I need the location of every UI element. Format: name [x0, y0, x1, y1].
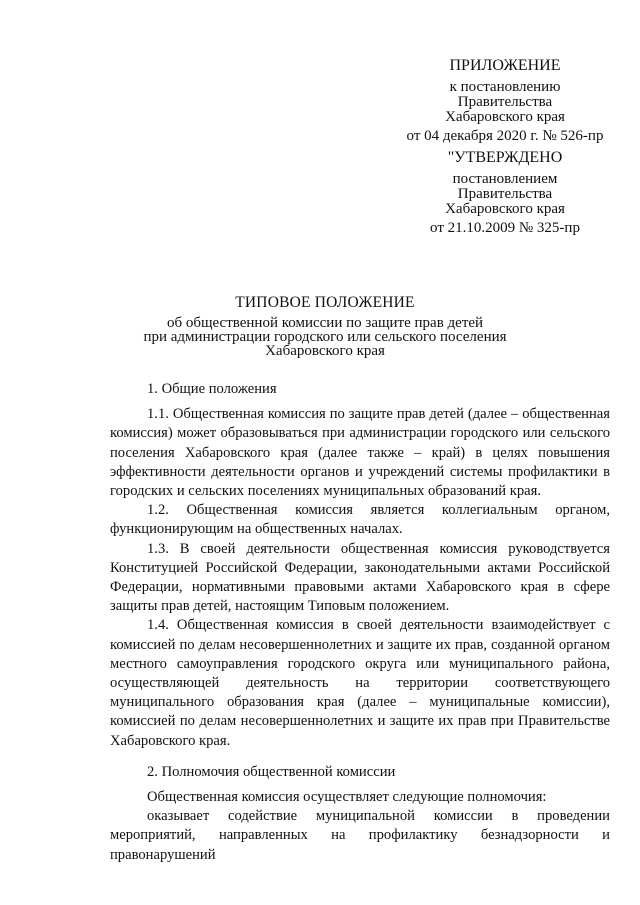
approved-line: Хабаровского края	[445, 201, 565, 217]
section-heading: 1. Общие положения	[147, 381, 277, 397]
appendix-line: Хабаровского края	[445, 109, 565, 125]
document-subtitle-line: при администрации городского или сельского поселения	[143, 329, 507, 345]
paragraph: оказывает содействие муниципальной комиссии в проведении мероприятий, направленных на профилактику безнадзорности и правонарушений	[110, 808, 610, 863]
document-subtitle-line: Хабаровского края	[265, 343, 385, 359]
approved-line: постановлением	[452, 171, 558, 187]
appendix-block	[400, 58, 610, 144]
appendix-title: ПРИЛОЖЕНИЕ	[449, 57, 561, 74]
paragraph: Общественная комиссия осуществляет следующие полномочия:	[147, 789, 547, 806]
appendix-line: к постановлению	[449, 79, 561, 95]
document-subtitle-line: об общественной комиссии по защите прав детей	[166, 315, 484, 331]
appendix-line: Правительства	[457, 94, 553, 110]
document-body	[110, 380, 610, 865]
paragraph: 1.3. В своей деятельности общественная комиссия руководствуется Конституцией Российской Федерации, законодательными актами Российской Федерации, нормативными правовыми актами Хабаровского края в сфере защиты прав детей, настоящим Типовым положением.	[110, 540, 610, 615]
document-title-block	[100, 296, 550, 358]
paragraph: 1.4. Общественная комиссия в своей деятельности взаимодействует с комиссией по делам несовершеннолетних и защите их прав, созданной органом местного самоуправления городского округа или муниципального района, осуществляющей деятельность на территории соответствующего муниципального образования края (далее – муниципальные комиссии), комиссией по делам несовершеннолетних и защите их прав при Правительстве Хабаровского края.	[110, 617, 610, 749]
appendix-date: от 04 декабря 2020 г. № 526-пр	[406, 128, 604, 144]
approved-line: Правительства	[457, 186, 553, 202]
document-title: ТИПОВОЕ ПОЛОЖЕНИЕ	[235, 294, 415, 311]
paragraph: 1.1. Общественная комиссия по защите прав детей (далее – общественная комиссия) может образовываться при администрации городского или сельского поселения Хабаровского края (далее также – край) в целях повышения эффективности деятельности органов и учреждений системы профилактики в городских и сельских поселениях муниципальных образований края.	[110, 406, 610, 500]
paragraph: 1.2. Общественная комиссия является коллегиальным органом, функционирующим на общественных началах.	[110, 502, 610, 538]
approved-date: от 21.10.2009 № 325-пр	[430, 220, 580, 236]
section-heading: 2. Полномочия общественной комиссии	[147, 763, 396, 780]
approved-title: "УТВЕРЖДЕНО	[447, 149, 563, 166]
approved-block	[400, 150, 610, 236]
